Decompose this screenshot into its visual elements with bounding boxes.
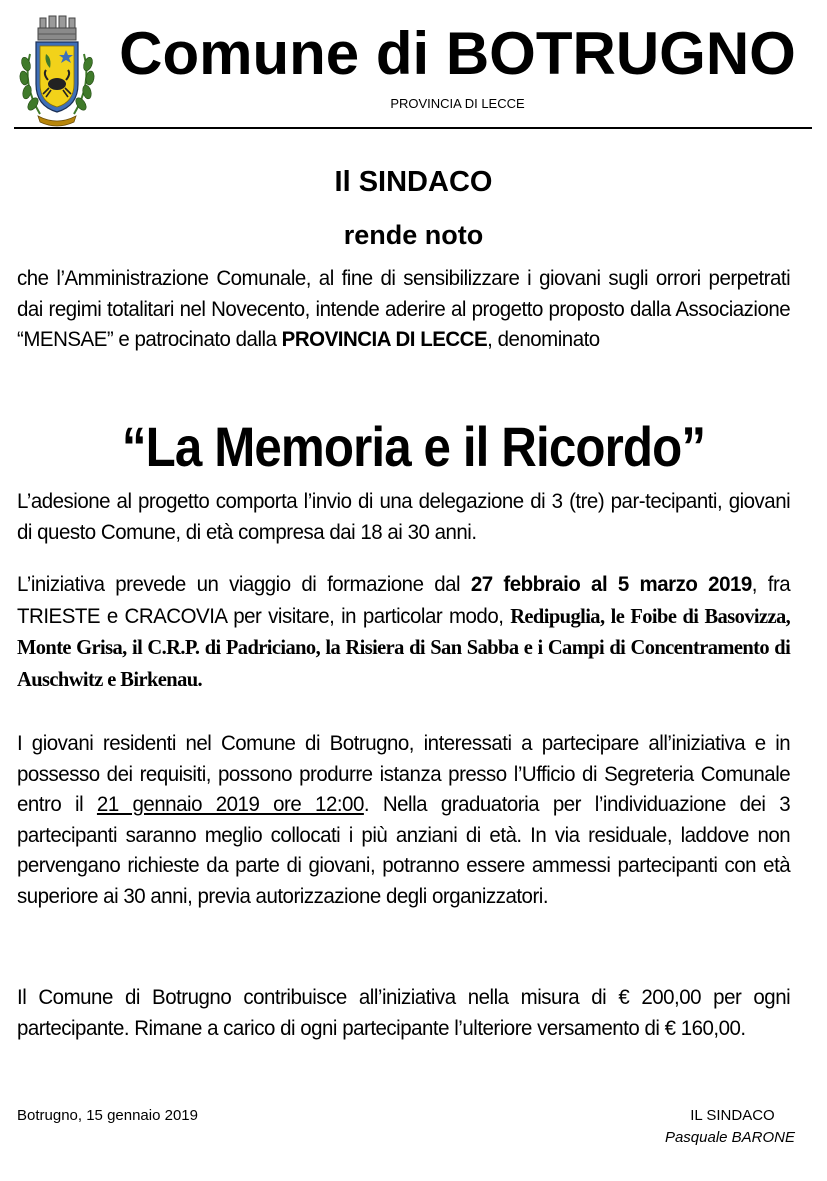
application-text-b: . Nella graduatoria per l’individuazione dei 3 partecipanti saranno meglio collocati i più anziani di età. In via residuale, laddove non pervengano richieste da parte di giovani, potranno essere ammessi partecipanti con età superiore ai 30 anni, previa autorizzazione degli organizzatori. xyxy=(17,793,791,908)
announcement-heading: Il SINDACO xyxy=(334,166,493,198)
page-title: Comune di BOTRUGNO xyxy=(119,20,796,87)
province-subtitle: PROVINCIA DI LECCE xyxy=(390,96,525,111)
trip-dates: 27 febbraio al 5 marzo 2019 xyxy=(470,573,752,596)
trip-text-b: , fra TRIESTE e CRACOVIA per visitare, in particolar modo, xyxy=(17,573,791,628)
trip-places: Redipuglia, le Foibe di Basovizza, Monte Grisa, il C.R.P. di Padriciano, la Risiera di San Sabba e i Campi di Concentramento di Auschwitz e Birkenau. xyxy=(17,603,791,691)
trip-paragraph xyxy=(17,570,790,695)
trip-text-a: L’iniziativa prevede un viaggio di formazione dal xyxy=(17,573,471,596)
place-date: Botrugno, 15 gennaio 2019 xyxy=(17,1107,198,1124)
announcement-subheading: rende noto xyxy=(343,220,484,250)
application-text-a: I giovani residenti nel Comune di Botrugno, interessati a partecipare all’iniziativa e in possesso dei requisiti, possono produrre istanza presso l’Ufficio di Segreteria Comunale entro il xyxy=(17,732,791,816)
crown-icon xyxy=(38,16,76,40)
delegation-paragraph: L’adesione al progetto comporta l’invio di una delegazione di 3 (tre) par-tecipanti, giovani di questo Comune, di età compresa dai 18 ai 30 anni. xyxy=(17,490,791,544)
project-title: “La Memoria e il Ricordo” xyxy=(121,415,706,478)
province-name: PROVINCIA DI LECCE xyxy=(281,328,488,351)
contribution-paragraph: Il Comune di Botrugno contribuisce all’iniziativa nella misura di € 200,00 per ogni partecipante. Rimane a carico di ogni partecipante l’ulteriore versamento di € 160,00. xyxy=(17,986,791,1040)
intro-paragraph xyxy=(17,264,790,356)
shield-icon xyxy=(36,42,78,112)
intro-text-a: che l’Amministrazione Comunale, al fine di sensibilizzare i giovani sugli orrori perpetrati dai regimi totalitari nel Novecento, intende aderire al progetto proposto dalla Associazione “MENSAE” e patrocinato dalla xyxy=(17,267,791,351)
header-divider xyxy=(14,127,812,129)
intro-text-b: , denominato xyxy=(487,328,600,351)
application-paragraph xyxy=(17,729,790,912)
signer-title: IL SINDACO xyxy=(690,1107,775,1124)
signer-name: Pasquale BARONE xyxy=(664,1129,796,1146)
municipal-coat-of-arms-icon xyxy=(16,14,98,128)
application-deadline: 21 gennaio 2019 ore 12:00 xyxy=(96,793,364,816)
